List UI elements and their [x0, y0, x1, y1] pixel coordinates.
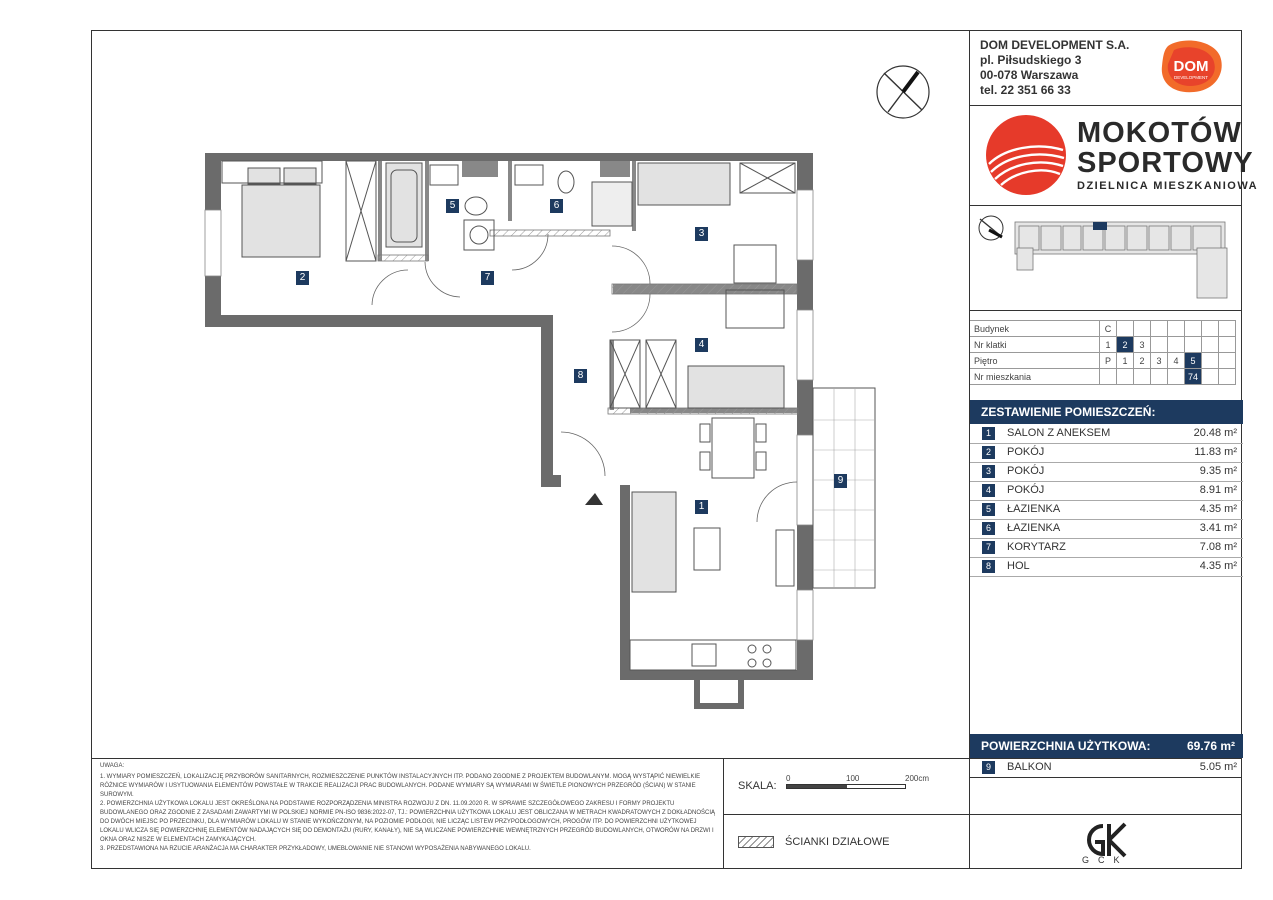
- room-area: 20.48 m²: [1193, 427, 1237, 439]
- bed-room-2: [242, 185, 320, 257]
- dining-table: [712, 418, 754, 478]
- floor-3: 3: [1151, 353, 1168, 369]
- plan-label-3: 3: [695, 227, 708, 241]
- staircase-3: 3: [1134, 337, 1151, 353]
- compass-icon: [877, 66, 929, 118]
- brand-line2: SPORTOWY: [1077, 147, 1254, 179]
- floor-1: 1: [1117, 353, 1134, 369]
- plan-label-1: 1: [695, 500, 708, 514]
- label-building: Budynek: [970, 321, 1100, 337]
- partition-wall-legend-text: ŚCIANKI DZIAŁOWE: [785, 836, 890, 848]
- plan-label-5: 5: [446, 199, 459, 213]
- room-num: 5: [982, 503, 995, 516]
- bed-room-3: [638, 163, 730, 205]
- note-2: 2. POWIERZCHNIA UŻYTKOWA LOKALU JEST OKREŚLONA NA PODSTAWIE ROZPORZĄDZENIA MINISTRA ROZWOJU Z DN. 11.09.2020 R. W SPRAWIE SZCZEGÓŁOWEGO ZAKRESU I FORMY PROJEKTU BUDOWLANEGO ORAZ ZGODNIE Z ZASADAMI ZAWARTYMI W POLSKIEJ NORMIE PN-ISO 9836:2022-07, TJ.: POWIERZCHNIA UŻYTKOWA LOKALU JEST OBLICZANA W METRACH KWADRATOWYCH Z DOKŁADNOŚCIĄ DO DWÓCH MIEJSC PO PRZECINKU, DLA WYMIARÓW LOKALU W STANIE WYKOŃCZONYM, NA POZIOMIE PODŁOGI, NIE LICZĄC LISTEW PRZYPODŁOGOWYCH, PROGÓW ITP. DO POWIERZCHNI UŻYTKOWEJ LOKALU WLICZA SIĘ POWIERZCHNIĘ ELEMENTÓW NADAJĄCYCH SIĘ DO DEMONTAŻU (RURY, KANAŁY), NIE SĄ WLICZANE POWIERZCHNIE WEWNĘTRZNYCH PRZEGRÓD BUDOWLANYCH, OTWORÓW NA DRZWI I OKNA ORAZ NISZE W ELEMENTACH ZAMYKAJĄCYCH.: [100, 801, 715, 843]
- note-1: 1. WYMIARY POMIESZCZEŃ, LOKALIZACJĘ PRZYBORÓW SANITARNYCH, ROZMIESZCZENIE PUNKTÓW INSTALACYJNYCH ITP. PODANO ZGODNIE Z PROJEKTEM BUDOWLANYM. MOGĄ WYSTĄPIĆ NIEWIELKIE RÓŻNICE WYMIARÓW I USYTUOWANIA ELEMENTÓW POWSTAŁE W TRAKCIE REALIZACJI PRAC BUDOWLANYCH. PODANE WYMIARY SĄ WYMIARAMI W ŚWIETLE PIONOWYCH PRZEGRÓD (ŚCIAN) W STANIE SUROWYM.: [100, 774, 701, 798]
- floor-5: 5: [1185, 353, 1202, 369]
- balcony-outline: [813, 388, 875, 588]
- rooms-heading: ZESTAWIENIE POMIESZCZEŃ:: [970, 400, 1243, 424]
- balcony-name: BALKON: [1007, 761, 1052, 773]
- plan-label-6: 6: [550, 199, 563, 213]
- room-name: POKÓJ: [1007, 446, 1045, 458]
- label-apartment: Nr mieszkania: [970, 369, 1100, 385]
- brand-subtitle: DZIELNICA MIESZKANIOWA: [1077, 180, 1259, 192]
- coffee-table: [694, 528, 720, 570]
- room-area: 4.35 m²: [1199, 503, 1237, 515]
- building-value: C: [1100, 321, 1117, 337]
- floor-4: 4: [1168, 353, 1185, 369]
- room-name: ŁAZIENKA: [1007, 522, 1061, 534]
- room-name: SALON Z ANEKSEM: [1007, 427, 1111, 439]
- company-phone: tel. 22 351 66 33: [980, 83, 1071, 97]
- room-num: 6: [982, 522, 995, 535]
- staircase-2: 2: [1117, 337, 1134, 353]
- room-name: KORYTARZ: [1007, 541, 1066, 553]
- note-3: 3. PRZEDSTAWIONA NA RZUCIE ARANŻACJA MA CHARAKTER PRZYKŁADOWY, UMEBLOWANIE NIE STANOWI WYPOSAŻENIA NABYWANEGO LOKALU.: [100, 846, 531, 852]
- room-area: 4.35 m²: [1199, 560, 1237, 572]
- room-num: 8: [982, 560, 995, 573]
- company-city: 00-078 Warszawa: [980, 68, 1079, 82]
- dom-logo-sub: DEVELOPMENT: [1173, 75, 1209, 80]
- room-area: 7.08 m²: [1199, 541, 1237, 553]
- entrance-arrow-icon: [585, 493, 603, 505]
- dom-logo-text: DOM: [1173, 58, 1209, 75]
- room-num: 4: [982, 484, 995, 497]
- plan-label-8: 8: [574, 369, 587, 383]
- floor-p: P: [1100, 353, 1117, 369]
- scale-tick-0: 0: [786, 774, 791, 783]
- desk-room-3: [734, 245, 776, 283]
- scale-label: SKALA:: [738, 780, 777, 792]
- room-name: POKÓJ: [1007, 465, 1045, 477]
- plan-label-7: 7: [481, 271, 494, 285]
- room-name: POKÓJ: [1007, 484, 1045, 496]
- scale-tick-200: 200cm: [905, 774, 930, 783]
- plan-label-9: 9: [834, 474, 847, 488]
- room-area: 11.83 m²: [1194, 446, 1237, 458]
- room-num: 2: [982, 446, 995, 459]
- tv-unit: [776, 530, 794, 586]
- plan-label-2: 2: [296, 271, 309, 285]
- notes-title: UWAGA:: [100, 763, 125, 769]
- room-area: 3.41 m²: [1199, 522, 1237, 534]
- floor-2: 2: [1134, 353, 1151, 369]
- scale-tick-100: 100: [846, 774, 860, 783]
- vent-shaft: [697, 676, 741, 706]
- company-name: DOM DEVELOPMENT S.A.: [980, 38, 1130, 52]
- plan-label-4: 4: [695, 338, 708, 352]
- gck-text: GCK: [1082, 855, 1129, 865]
- balcony-area: 5.05 m²: [1199, 761, 1237, 773]
- label-floor: Piętro: [970, 353, 1100, 369]
- company-address: pl. Piłsudskiego 3: [980, 53, 1082, 67]
- room-num: 1: [982, 427, 995, 440]
- brand-line1: MOKOTÓW: [1077, 117, 1242, 149]
- apartment-value: 74: [1185, 369, 1202, 385]
- total-value: 69.76 m²: [1186, 739, 1235, 753]
- room-area: 8.91 m²: [1199, 484, 1237, 496]
- bed-room-4: [688, 366, 784, 408]
- label-staircase: Nr klatki: [970, 337, 1100, 353]
- staircase-1: 1: [1100, 337, 1117, 353]
- room-name: HOL: [1007, 560, 1030, 572]
- room-name: ŁAZIENKA: [1007, 503, 1061, 515]
- balcony-num: 9: [982, 761, 995, 774]
- sofa: [632, 492, 676, 592]
- total-label: POWIERZCHNIA UŻYTKOWA:: [981, 739, 1151, 753]
- room-area: 9.35 m²: [1199, 465, 1237, 477]
- room-num: 7: [982, 541, 995, 554]
- room-num: 3: [982, 465, 995, 478]
